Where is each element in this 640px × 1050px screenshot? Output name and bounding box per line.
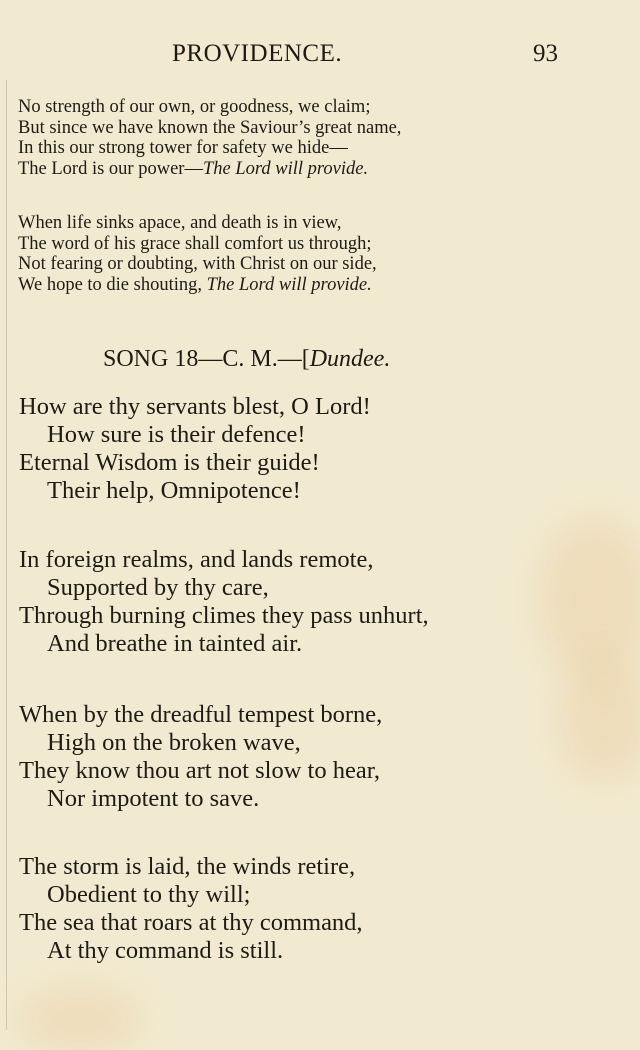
- song-stanza-2: [19, 546, 429, 658]
- verse-line: How are thy servants blest, O Lord!: [19, 393, 371, 420]
- verse-line: High on the broken wave,: [47, 729, 301, 756]
- song-stanza-3: [19, 701, 382, 813]
- verse-line: In foreign realms, and lands remote,: [19, 546, 374, 573]
- verse-line: Their help, Omnipotence!: [47, 477, 301, 504]
- verse-line: Obedient to thy will;: [47, 881, 251, 908]
- verse-line: The word of his grace shall comfort us through;: [18, 233, 372, 254]
- verse-line: And breathe in tainted air.: [47, 630, 303, 657]
- verse-line: The Lord is our power—The Lord will provide.: [18, 158, 369, 179]
- verse-line: In this our strong tower for safety we hide—: [18, 138, 348, 158]
- page-number: 93: [533, 40, 558, 67]
- song-stanza-4: [19, 853, 363, 965]
- page-gutter-edge: [6, 80, 7, 1030]
- verse-line: But since we have known the Saviour’s great name,: [18, 117, 402, 138]
- verse-line: When by the dreadful tempest borne,: [19, 701, 383, 728]
- verse-line: The sea that roars at thy command,: [19, 909, 363, 936]
- verse-line: Supported by thy care,: [47, 574, 269, 601]
- refrain-italic: The Lord will provide.: [206, 274, 372, 295]
- tune-name: Dundee.: [309, 346, 391, 372]
- verse-line: We hope to die shouting, The Lord will provide.: [18, 274, 372, 295]
- verse-line: No strength of our own, or goodness, we claim;: [18, 97, 371, 117]
- verse-line: Eternal Wisdom is their guide!: [19, 449, 320, 476]
- song-stanza-1: [19, 393, 371, 505]
- running-header-title: PROVIDENCE.: [172, 40, 343, 67]
- stanza-continued-2: [18, 213, 377, 295]
- verse-line: The storm is laid, the winds retire,: [19, 853, 356, 880]
- verse-line: They know thou art not slow to hear,: [19, 757, 381, 784]
- verse-line: At thy command is still.: [47, 937, 284, 964]
- verse-line: Nor impotent to save.: [47, 785, 260, 812]
- refrain-italic: The Lord will provide.: [202, 158, 369, 179]
- verse-line: Through burning climes they pass unhurt,: [19, 602, 429, 629]
- verse-line: Not fearing or doubting, with Christ on our side,: [18, 254, 377, 274]
- verse-line: How sure is their defence!: [47, 421, 306, 448]
- song-heading: SONG 18—C. M.—[Dundee.: [103, 346, 391, 372]
- verse-line: When life sinks apace, and death is in view,: [18, 213, 342, 233]
- stanza-continued-1: [18, 97, 401, 179]
